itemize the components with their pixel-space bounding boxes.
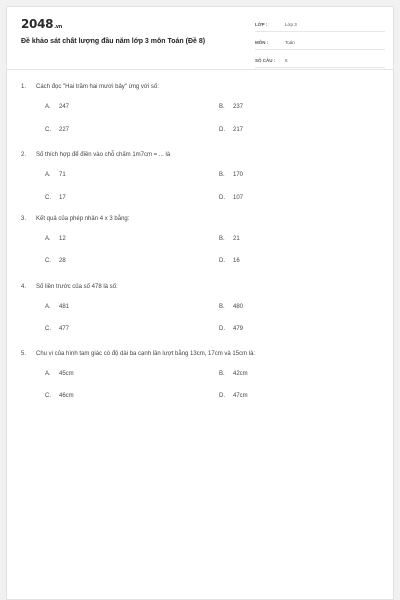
option-letter: C. (45, 195, 51, 201)
option-letter: C. (45, 127, 51, 133)
option-text: 21 (233, 236, 240, 242)
option-d[interactable] (219, 326, 243, 332)
meta-row-count (255, 53, 385, 68)
option-letter: B. (219, 371, 225, 377)
option-text: 16 (233, 258, 240, 264)
question-5 (21, 349, 381, 399)
exam-sheet (6, 6, 394, 600)
option-c[interactable] (45, 127, 69, 133)
meta-row-grade (255, 17, 385, 32)
option-letter: B. (219, 236, 225, 242)
option-d[interactable] (219, 393, 248, 399)
meta-value-count: 5 (285, 57, 288, 63)
option-text: 481 (59, 304, 70, 310)
meta-label-count: SỐ CÂU : (255, 57, 276, 63)
option-text: 227 (59, 127, 70, 133)
exam-meta (255, 17, 385, 71)
option-text: 477 (59, 326, 70, 332)
option-text: 42cm (233, 371, 248, 377)
question-text: Cách đọc "Hai trăm hai mươi bảy" ứng với số: (36, 84, 159, 90)
option-letter: A. (45, 304, 51, 310)
meta-value-subject: Toán (285, 39, 295, 45)
option-letter: D. (219, 195, 225, 201)
question-text: Chu vi của hình tam giác có độ dài ba cạnh lần lượt bằng 13cm, 17cm và 15cm là: (36, 351, 256, 357)
question-number: 4. (21, 284, 27, 290)
option-letter: B. (219, 304, 225, 310)
question-number: 3. (21, 216, 27, 222)
option-letter: D. (219, 258, 225, 264)
option-text: 237 (233, 104, 244, 110)
option-letter: D. (219, 326, 225, 332)
option-letter: D. (219, 393, 225, 399)
option-d[interactable] (219, 195, 243, 201)
option-d[interactable] (219, 127, 243, 133)
question-text: Số liền trước của số 478 là số: (36, 284, 118, 290)
option-letter: A. (45, 236, 51, 242)
question-text: Kết quả của phép nhân 4 x 3 bằng: (36, 216, 130, 222)
option-letter: D. (219, 127, 225, 133)
option-letter: A. (45, 371, 51, 377)
option-text: 170 (233, 172, 244, 178)
option-b[interactable] (219, 172, 243, 178)
option-c[interactable] (45, 258, 66, 264)
option-text: 47cm (233, 393, 248, 399)
option-text: 107 (233, 195, 244, 201)
option-letter: C. (45, 326, 51, 332)
question-2 (21, 150, 381, 201)
meta-label-grade: LỚP : (255, 21, 268, 27)
option-letter: A. (45, 104, 51, 110)
option-b[interactable] (219, 304, 243, 310)
question-number: 2. (21, 152, 27, 158)
option-text: 71 (59, 172, 66, 178)
option-c[interactable] (45, 326, 69, 332)
option-letter: C. (45, 393, 51, 399)
option-text: 45cm (59, 371, 74, 377)
option-text: 479 (233, 326, 244, 332)
option-text: 480 (233, 304, 244, 310)
option-a[interactable] (45, 172, 66, 178)
option-letter: B. (219, 104, 225, 110)
option-a[interactable] (45, 304, 69, 310)
question-1 (21, 82, 381, 133)
option-b[interactable] (219, 104, 243, 110)
option-letter: C. (45, 258, 51, 264)
question-text: Số thích hợp để điền vào chỗ chấm 1m7cm = ... là (36, 152, 171, 158)
logo-text: 2048 (21, 17, 54, 31)
question-3 (21, 214, 381, 264)
logo-suffix: .vn (54, 24, 63, 30)
option-letter: A. (45, 172, 51, 178)
meta-value-grade: Lớp 3 (285, 21, 297, 27)
option-text: 247 (59, 104, 70, 110)
option-text: 217 (233, 127, 244, 133)
option-text: 46cm (59, 393, 74, 399)
option-a[interactable] (45, 104, 69, 110)
option-text: 12 (59, 236, 66, 242)
meta-label-subject: MÔN : (255, 39, 269, 45)
option-b[interactable] (219, 371, 248, 377)
option-a[interactable] (45, 371, 74, 377)
option-c[interactable] (45, 195, 66, 201)
meta-row-subject (255, 35, 385, 50)
question-number: 5. (21, 351, 27, 357)
option-letter: B. (219, 172, 225, 178)
question-number: 1. (21, 84, 27, 90)
option-c[interactable] (45, 393, 74, 399)
option-text: 28 (59, 258, 66, 264)
option-d[interactable] (219, 258, 240, 264)
option-text: 17 (59, 195, 66, 201)
option-b[interactable] (219, 236, 240, 242)
exam-title: Đề khảo sát chất lượng đầu năm lớp 3 môn Toán (Đề 8) (21, 38, 206, 45)
exam-header (7, 7, 393, 70)
option-a[interactable] (45, 236, 66, 242)
site-logo[interactable] (21, 17, 62, 31)
question-4 (21, 282, 381, 332)
